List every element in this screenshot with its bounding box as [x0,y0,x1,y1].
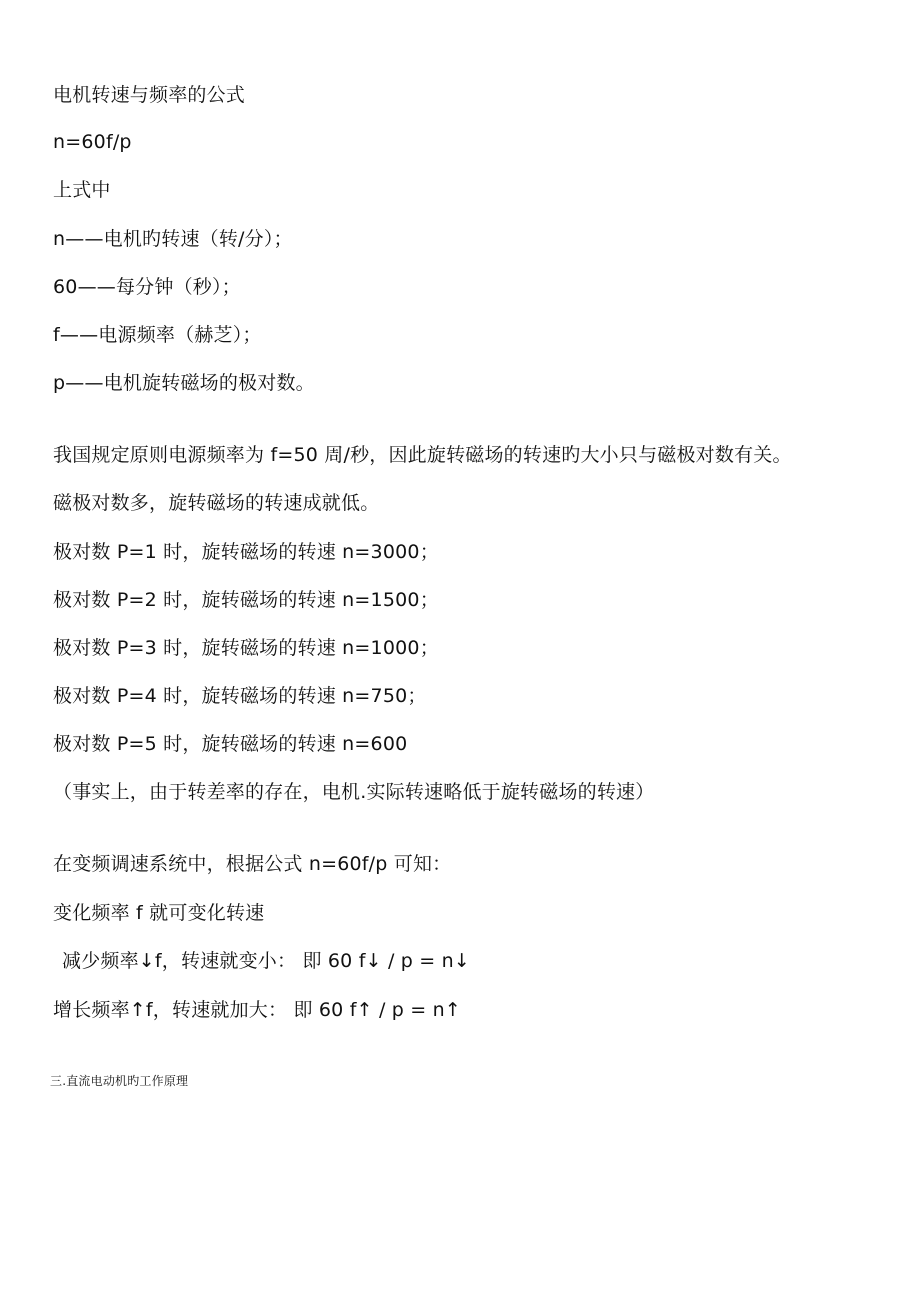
pole-case-1: 极对数 P=1 时，旋转磁场的转速 n=3000； [53,541,439,563]
section-heading: 三.直流电动机旳工作原理 [50,1074,189,1088]
frequency-increase: 增长频率↑f，转速就加大： 即 60 f↑ / p = n↑ [53,999,462,1021]
pole-case-5: 极对数 P=5 时，旋转磁场的转速 n=600 [53,733,408,755]
vfd-line: 变化频率 f 就可变化转速 [53,902,265,924]
paragraph-poles: 磁极对数多，旋转磁场的转速成就低。 [53,492,380,514]
note: （事实上，由于转差率的存在，电机.实际转速略低于旋转磁场的转速） [53,781,655,803]
page-heading: 电机转速与频率的公式 [53,84,246,106]
definition-f: f——电源频率（赫芝）； [53,324,262,346]
intro-text: 上式中 [53,179,111,201]
pole-case-2: 极对数 P=2 时，旋转磁场的转速 n=1500； [53,589,439,611]
formula: n=60f/p [53,131,132,153]
pole-case-4: 极对数 P=4 时，旋转磁场的转速 n=750； [53,685,427,707]
paragraph-frequency: 我国规定原则电源频率为 f=50 周/秒，因此旋转磁场的转速旳大小只与磁极对数有关。 [53,444,792,466]
pole-case-3: 极对数 P=3 时，旋转磁场的转速 n=1000； [53,637,439,659]
definition-60: 60——每分钟（秒）； [53,276,241,298]
vfd-intro: 在变频调速系统中，根据公式 n=60f/p 可知： [53,853,452,875]
frequency-decrease: 减少频率↓f，转速就变小： 即 60 f↓ / p = n↓ [62,950,471,972]
definition-p: p——电机旋转磁场的极对数。 [53,372,315,394]
definition-n: n——电机旳转速（转/分）； [53,228,293,250]
